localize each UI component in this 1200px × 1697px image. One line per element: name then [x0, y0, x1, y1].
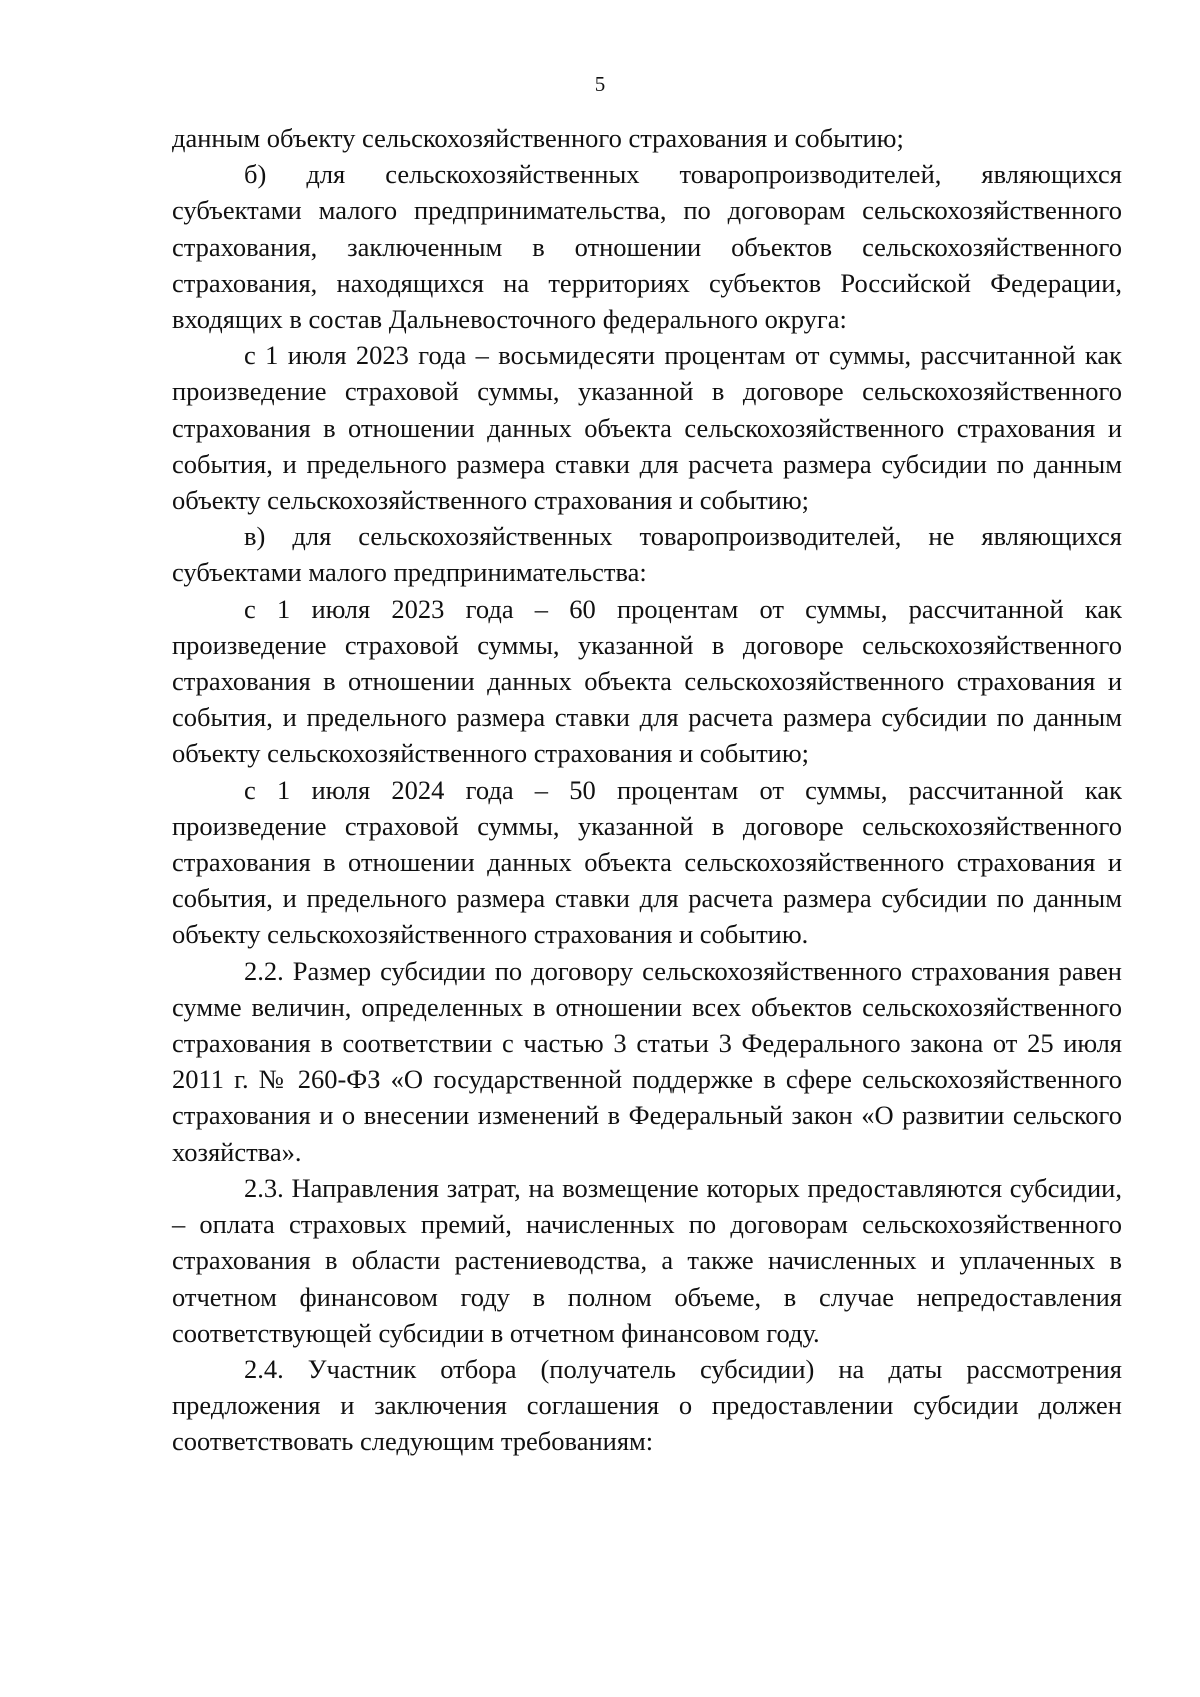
paragraph-item-b: б) для сельскохозяйственных товаропроизводителей, являющихся субъектами малого предпринимательства, по договорам сельскохозяйственного страхования, заключенным в отношении объектов сельскохозяйственного страхования, находящихся на территориях субъектов Российской Федерации, входящих в состав Дальневосточного федерального округа:	[172, 159, 1122, 335]
paragraph-2-3: 2.3. Направления затрат, на возмещение которых предоставляются субсидии, – оплата страховых премий, начисленных по договорам сельскохозяйственного страхования в области растениеводства, а также начисленных и уплаченных в отчетном финансовом году в полном объеме, в случае непредоставления соответствующей субсидии в отчетном финансовом году.	[172, 1172, 1122, 1348]
paragraph-continuation: данным объекту сельскохозяйственного страхования и событию;	[172, 123, 904, 153]
paragraph-item-v: в) для сельскохозяйственных товаропроизводителей, не являющихся субъектами малого предпринимательства:	[172, 521, 1122, 588]
paragraph-2-4: 2.4. Участник отбора (получатель субсидии) на даты рассмотрения предложения и заключения соглашения о предоставлении субсидии должен соответствовать следующим требованиям:	[172, 1353, 1122, 1457]
document-body	[172, 120, 1122, 1460]
paragraph-item-v-2023: с 1 июля 2023 года – 60 процентам от суммы, рассчитанной как произведение страховой суммы, указанной в договоре сельскохозяйственного страхования в отношении данных объекта сельскохозяйственного страхования и события, и предельного размера ставки для расчета размера субсидии по данным объекту сельскохозяйственного страхования и событию;	[172, 593, 1122, 769]
paragraph-item-b-2023: с 1 июля 2023 года – восьмидесяти процентам от суммы, рассчитанной как произведение страховой суммы, указанной в договоре сельскохозяйственного страхования в отношении данных объекта сельскохозяйственного страхования и события, и предельного размера ставки для расчета размера субсидии по данным объекту сельскохозяйственного страхования и событию;	[172, 340, 1122, 516]
paragraph-2-2: 2.2. Размер субсидии по договору сельскохозяйственного страхования равен сумме величин, определенных в отношении всех объектов сельскохозяйственного страхования в соответствии с частью 3 статьи 3 Федерального закона от 25 июля 2011 г. № 260-ФЗ «О государственной поддержке в сфере сельскохозяйственного страхования и о внесении изменений в Федеральный закон «О развитии сельского хозяйства».	[172, 955, 1122, 1167]
page-number: 5	[594, 72, 606, 96]
paragraph-item-v-2024: с 1 июля 2024 года – 50 процентам от суммы, рассчитанной как произведение страховой суммы, указанной в договоре сельскохозяйственного страхования в отношении данных объекта сельскохозяйственного страхования и события, и предельного размера ставки для расчета размера субсидии по данным объекту сельскохозяйственного страхования и событию.	[172, 774, 1122, 950]
